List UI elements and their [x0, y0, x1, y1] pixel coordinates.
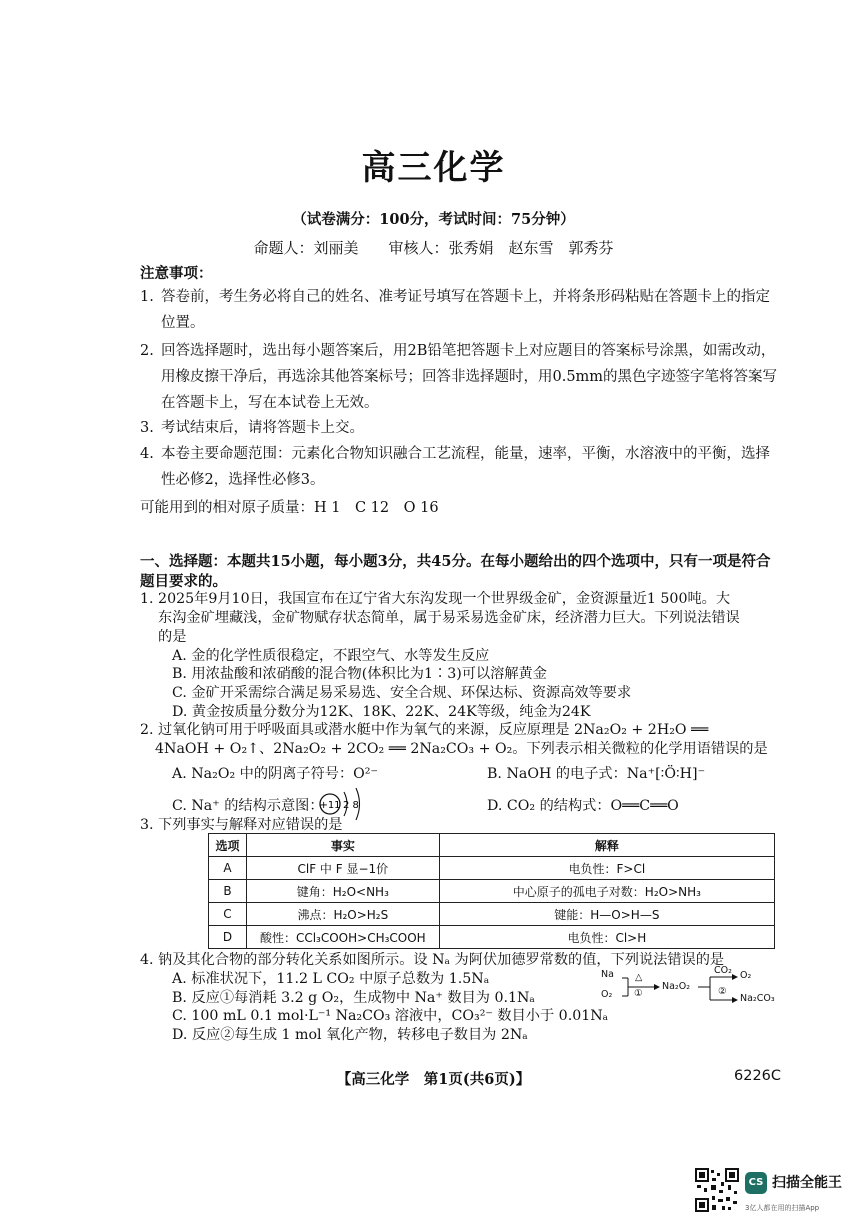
notice-text: 考试结束后，请将答题卡上交。	[161, 420, 364, 436]
diagram-step2-label: ②	[718, 986, 727, 997]
notice-item	[140, 441, 780, 493]
diagram-step1-label: ①	[634, 988, 643, 999]
q2-stem-line: 2. 过氧化钠可用于呼吸面具或潜水艇中作为氧气的来源，反应原理是 2Na₂O₂ + 2H₂O ══	[140, 722, 709, 738]
atomic-mass-line: 可能用到的相对原子质量：H 1 C 12 O 16	[140, 500, 439, 516]
q2-option-c: C. Na⁺ 的结构示意图：	[172, 798, 324, 814]
q3-table	[208, 833, 775, 949]
q2-option-a: A. Na₂O₂ 中的阴离子符号：O²⁻	[172, 766, 378, 782]
qr-code-icon	[695, 1168, 739, 1212]
diagram-o2-out-label: O₂	[740, 970, 752, 981]
table-header-cell: 选项	[209, 834, 247, 857]
notice-text: 回答选择题时，选出每小题答案后，用2B铅笔把答题卡上对应题目的答案标号涂黑，如需改动，用橡皮擦干净后，再选涂其他答案标号；回答非选择题时，用0.5mm的黑色字迹签字笔将答案写在答题卡上，写在本试卷上无效。	[161, 343, 778, 411]
diagram-o2-label: O₂	[601, 989, 613, 1000]
table-cell: A	[209, 857, 247, 880]
q4-option-d: D. 反应②每生成 1 mol 氧化产物，转移电子数目为 2Nₐ	[172, 1027, 528, 1043]
authors-line: 命题人：刘丽美 审核人：张秀娟 赵东雪 郭秀芬	[253, 239, 614, 257]
diagram-na2co3-label: Na₂CO₃	[740, 993, 775, 1004]
q4-option-a: A. 标准状况下，11.2 L CO₂ 中原子总数为 1.5Nₐ	[172, 971, 490, 987]
watermark-tagline: 3亿人都在用的扫描App	[745, 1204, 820, 1212]
diagram-heat-symbol: △	[635, 972, 643, 983]
page-footer: 【高三化学 第1页(共6页)】	[336, 1071, 531, 1088]
q1-stem-line: 的是	[158, 629, 187, 645]
nucleus-charge: +11	[319, 800, 341, 811]
q1-option-b: B. 用浓盐酸和浓硝酸的混合物(体积比为1∶3)可以溶解黄金	[172, 666, 547, 682]
section-heading: 一、选择题：本题共15小题，每小题3分，共45分。在每小题给出的四个选项中，只有一项是符合题目要求的。	[140, 553, 771, 590]
q1-option-a: A. 金的化学性质很稳定，不跟空气、水等发生反应	[172, 648, 490, 664]
q2-stem-line: 4NaOH + O₂↑、2Na₂O₂ + 2CO₂ ══ 2Na₂CO₃ + O₂。下列表示相关微粒的化学用语错误的是	[155, 741, 768, 757]
diagram-na2o2-label: Na₂O₂	[662, 981, 691, 992]
shell-electrons: 2 8	[343, 800, 359, 811]
q4-option-b: B. 反应①每消耗 3.2 g O₂，生成物中 Na⁺ 数目为 0.1Nₐ	[172, 990, 535, 1006]
notice-text: 答卷前，考生务必将自己的姓名、准考证号填写在答题卡上，并将条形码粘贴在答题卡上的指定位置。	[161, 289, 770, 331]
q3-stem: 3. 下列事实与解释对应错误的是	[140, 817, 343, 833]
camscanner-logo-icon: CS	[745, 1172, 767, 1194]
notice-item	[140, 338, 780, 416]
table-cell: 电负性：F>Cl	[439, 857, 774, 880]
q1-option-c: C. 金矿开采需综合满足易采易选、安全合规、环保达标、资源高效等要求	[172, 685, 632, 701]
table-header-cell: 解释	[439, 834, 774, 857]
table-row	[209, 857, 775, 880]
sodium-conversion-diagram	[598, 968, 788, 1014]
table-cell: 沸点：H₂O>H₂S	[246, 903, 439, 926]
watermark-app-name: 扫描全能王	[772, 1175, 842, 1191]
exam-info: （试卷满分：100分，考试时间：75分钟）	[292, 211, 575, 228]
paper-code: 6226C	[734, 1068, 782, 1084]
table-cell: 键角：H₂O<NH₃	[246, 880, 439, 903]
page-title: 高三化学	[361, 148, 506, 188]
q4-option-c: C. 100 mL 0.1 mol·L⁻¹ Na₂CO₃ 溶液中，CO₃²⁻ 数目小于 0.01Nₐ	[172, 1008, 609, 1024]
table-row	[209, 903, 775, 926]
table-cell: 电负性：Cl>H	[439, 926, 774, 949]
notice-number: 1.	[140, 289, 154, 305]
notice-heading: 注意事项：	[140, 265, 213, 282]
table-header-row	[209, 834, 775, 857]
diagram-co2-label: CO₂	[714, 965, 732, 976]
notice-item	[140, 284, 780, 336]
table-cell: ClF 中 F 显−1价	[246, 857, 439, 880]
notice-number: 4.	[140, 446, 154, 462]
table-cell: 酸性：CCl₃COOH>CH₃COOH	[246, 926, 439, 949]
notice-text: 本卷主要命题范围：元素化合物知识融合工艺流程，能量，速率，平衡，水溶液中的平衡，选择性必修2，选择性必修3。	[161, 446, 770, 488]
table-row	[209, 880, 775, 903]
table-row	[209, 926, 775, 949]
q2-option-d: D. CO₂ 的结构式：O══C══O	[487, 798, 679, 814]
notice-number: 3.	[140, 420, 154, 436]
table-cell: 中心原子的孤电子对数：H₂O>NH₃	[439, 880, 774, 903]
q4-stem: 4. 钠及其化合物的部分转化关系如图所示。设 Nₐ 为阿伏加德罗常数的值，下列说法错误的是	[140, 952, 725, 968]
q2-option-b: B. NaOH 的电子式：Na⁺[∶Ö∶H]⁻	[487, 766, 706, 782]
table-cell: B	[209, 880, 247, 903]
table-header-cell: 事实	[246, 834, 439, 857]
table-cell: 键能：H—O>H—S	[439, 903, 774, 926]
notice-item	[140, 415, 780, 441]
table-cell: D	[209, 926, 247, 949]
q1-option-d: D. 黄金按质量分数分为12K、18K、22K、24K等级，纯金为24K	[172, 704, 591, 720]
table-cell: C	[209, 903, 247, 926]
notice-number: 2.	[140, 343, 154, 359]
q1-stem-line: 东沟金矿埋藏浅，金矿物赋存状态简单，属于易采易选金矿床，经济潜力巨大。下列说法错误	[158, 610, 740, 626]
diagram-na-label: Na	[601, 969, 614, 980]
q1-stem-line: 1. 2025年9月10日，我国宣布在辽宁省大东沟发现一个世界级金矿，金资源量近1 500吨。大	[140, 591, 731, 607]
